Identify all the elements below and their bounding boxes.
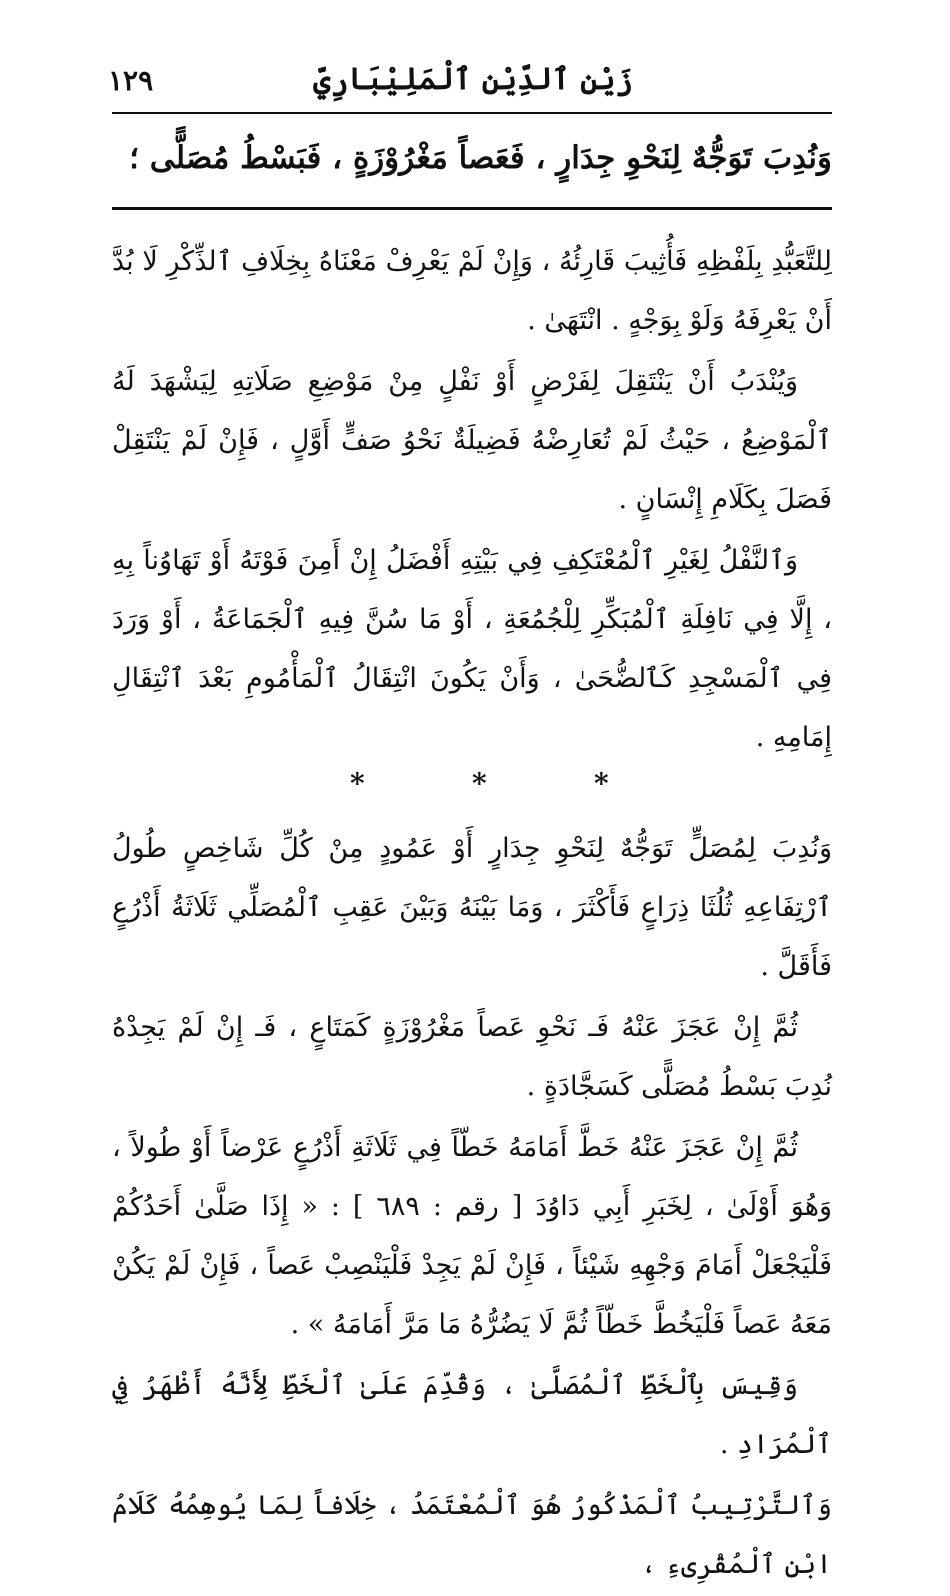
commentary-body [112, 232, 832, 1596]
sharh-paragraph: وَنُدِبَ لِمُصَلٍّ تَوَجُّهٌ لِنَحْوِ جِدَارٍ أَوْ عَمُودٍ مِنْ كُلِّ شَاخِصٍ طُولُ ٱرْتِفَاعِهِ ثُلُثَا ذِرَاعٍ فَأَكْثَرَ ، وَمَا بَيْنَهُ وَبَيْنَ عَقِبِ ٱلْمُصَلِّي ثَلَاثَةُ أَذْرُعٍ فَأَقَلَّ . [112, 833, 832, 982]
paragraph: وَيُنْدَبُ أَنْ يَنْتَقِلَ لِفَرْضٍ أَوْ نَفْلٍ مِنْ مَوْضِعِ صَلَاتِهِ لِيَشْهَدَ لَهُ ٱلْمَوْضِعُ ، حَيْثُ لَمْ تُعَارِضْهُ فَضِيلَةٌ نَحْوُ صَفٍّ أَوَّلٍ ، فَإِنْ لَمْ يَنْتَقِلْ فَصَلَ بِكَلَامِ إِنْسَانٍ . [112, 366, 832, 515]
header-rule [112, 112, 832, 114]
matn-separator-rule [112, 207, 832, 210]
sharh-paragraph: وَٱلتَّرْتِيبُ ٱلْمَذْكُورُ هُوَ ٱلْمُعْتَمَدُ ، خِلَافاً لِمَا يُوهِمُهُ كَلَامُ ابْنِ ٱلْمُقْرِىءِ ، [112, 1490, 832, 1580]
sharh-paragraph: وَقِيسَ بِٱلْخَطِّ ٱلْمُصَلَّىٰ ، وَقُدِّمَ عَلَىٰ ٱلْخَطِّ لِأَنَّهُ أَظْهَرُ فِي ٱلْمُرَادِ . [112, 1370, 832, 1460]
paragraph-continued: لِلتَّعَبُّدِ بِلَفْظِهِ فَأُثِيبَ قَارِئُهُ ، وَإِنْ لَمْ يَعْرِفْ مَعْنَاهُ بِخِلَافِ ٱلذِّكْرِ لَا بُدَّ أَنْ يَعْرِفَهُ وَلَوْ بِوَجْهٍ . انْتَهَىٰ . [112, 246, 832, 336]
sharh-paragraph: ثُمَّ إِنْ عَجَزَ عَنْهُ خَطَّ أَمَامَهُ خَطّاً فِي ثَلَاثَةِ أَذْرُعٍ عَرْضاً أَوْ طُولاً ، وَهُوَ أَوْلَىٰ ، لِخَبَرِ أَبِي دَاوُدَ [ رقم : ٦٨٩ ] : « إِذَا صَلَّىٰ أَحَدُكُمْ فَلْيَجْعَلْ أَمَامَ وَجْهِهِ شَيْئاً ، فَإِنْ لَمْ يَجِدْ فَلْيَنْصِبْ عَصاً ، فَإِنْ لَمْ يَكُنْ مَعَهُ عَصاً فَلْيَخُطَّ خَطّاً ثُمَّ لَا يَضُرُّهُ مَا مَرَّ أَمَامَهُ » . [112, 1132, 832, 1340]
paragraph: وَٱلنَّفْلُ لِغَيْرِ ٱلْمُعْتَكِفِ فِي بَيْتِهِ أَفْضَلُ إِنْ أَمِنَ فَوْتَهُ أَوْ تَهَاوُناً بِهِ ، إِلَّا فِي نَافِلَةِ ٱلْمُبَكِّرِ لِلْجُمُعَةِ ، أَوْ مَا سُنَّ فِيهِ ٱلْجَمَاعَةُ ، أَوْ وَرَدَ فِي ٱلْمَسْجِدِ كَٱلضُّحَىٰ ، وَأَنْ يَكُونَ انْتِقَالُ ٱلْمَأْمُومِ بَعْدَ ٱنْتِقَالِ إِمَامِهِ . [112, 545, 832, 753]
divider-star: * [472, 767, 487, 800]
divider-star: * [350, 767, 365, 800]
sharh-paragraph: ثُمَّ إِنْ عَجَزَ عَنْهُ فَـ نَحْوِ عَصاً مَغْرُوْزَةٍ كَمَتَاعٍ ، فَـ إِنْ لَمْ يَجِدْهُ نُدِبَ بَسْطُ مُصَلًّى كَسَجَّادَةٍ . [112, 1012, 832, 1102]
running-header [108, 56, 833, 106]
section-divider [112, 769, 832, 805]
matn-quote: وَنُدِبَ تَوَجُّهٌ لِنَحْوِ جِدَارٍ ، فَعَصاً مَغْرُوْزَةٍ ، فَبَسْطُ مُصَلًّى ؛ [129, 140, 832, 176]
divider-star: * [594, 767, 609, 800]
page-number: ١٢٩ [108, 64, 154, 97]
running-header-title: زَيْن ٱلدِّيْن ٱلْمَلِيْبَارِيّ [313, 62, 633, 97]
